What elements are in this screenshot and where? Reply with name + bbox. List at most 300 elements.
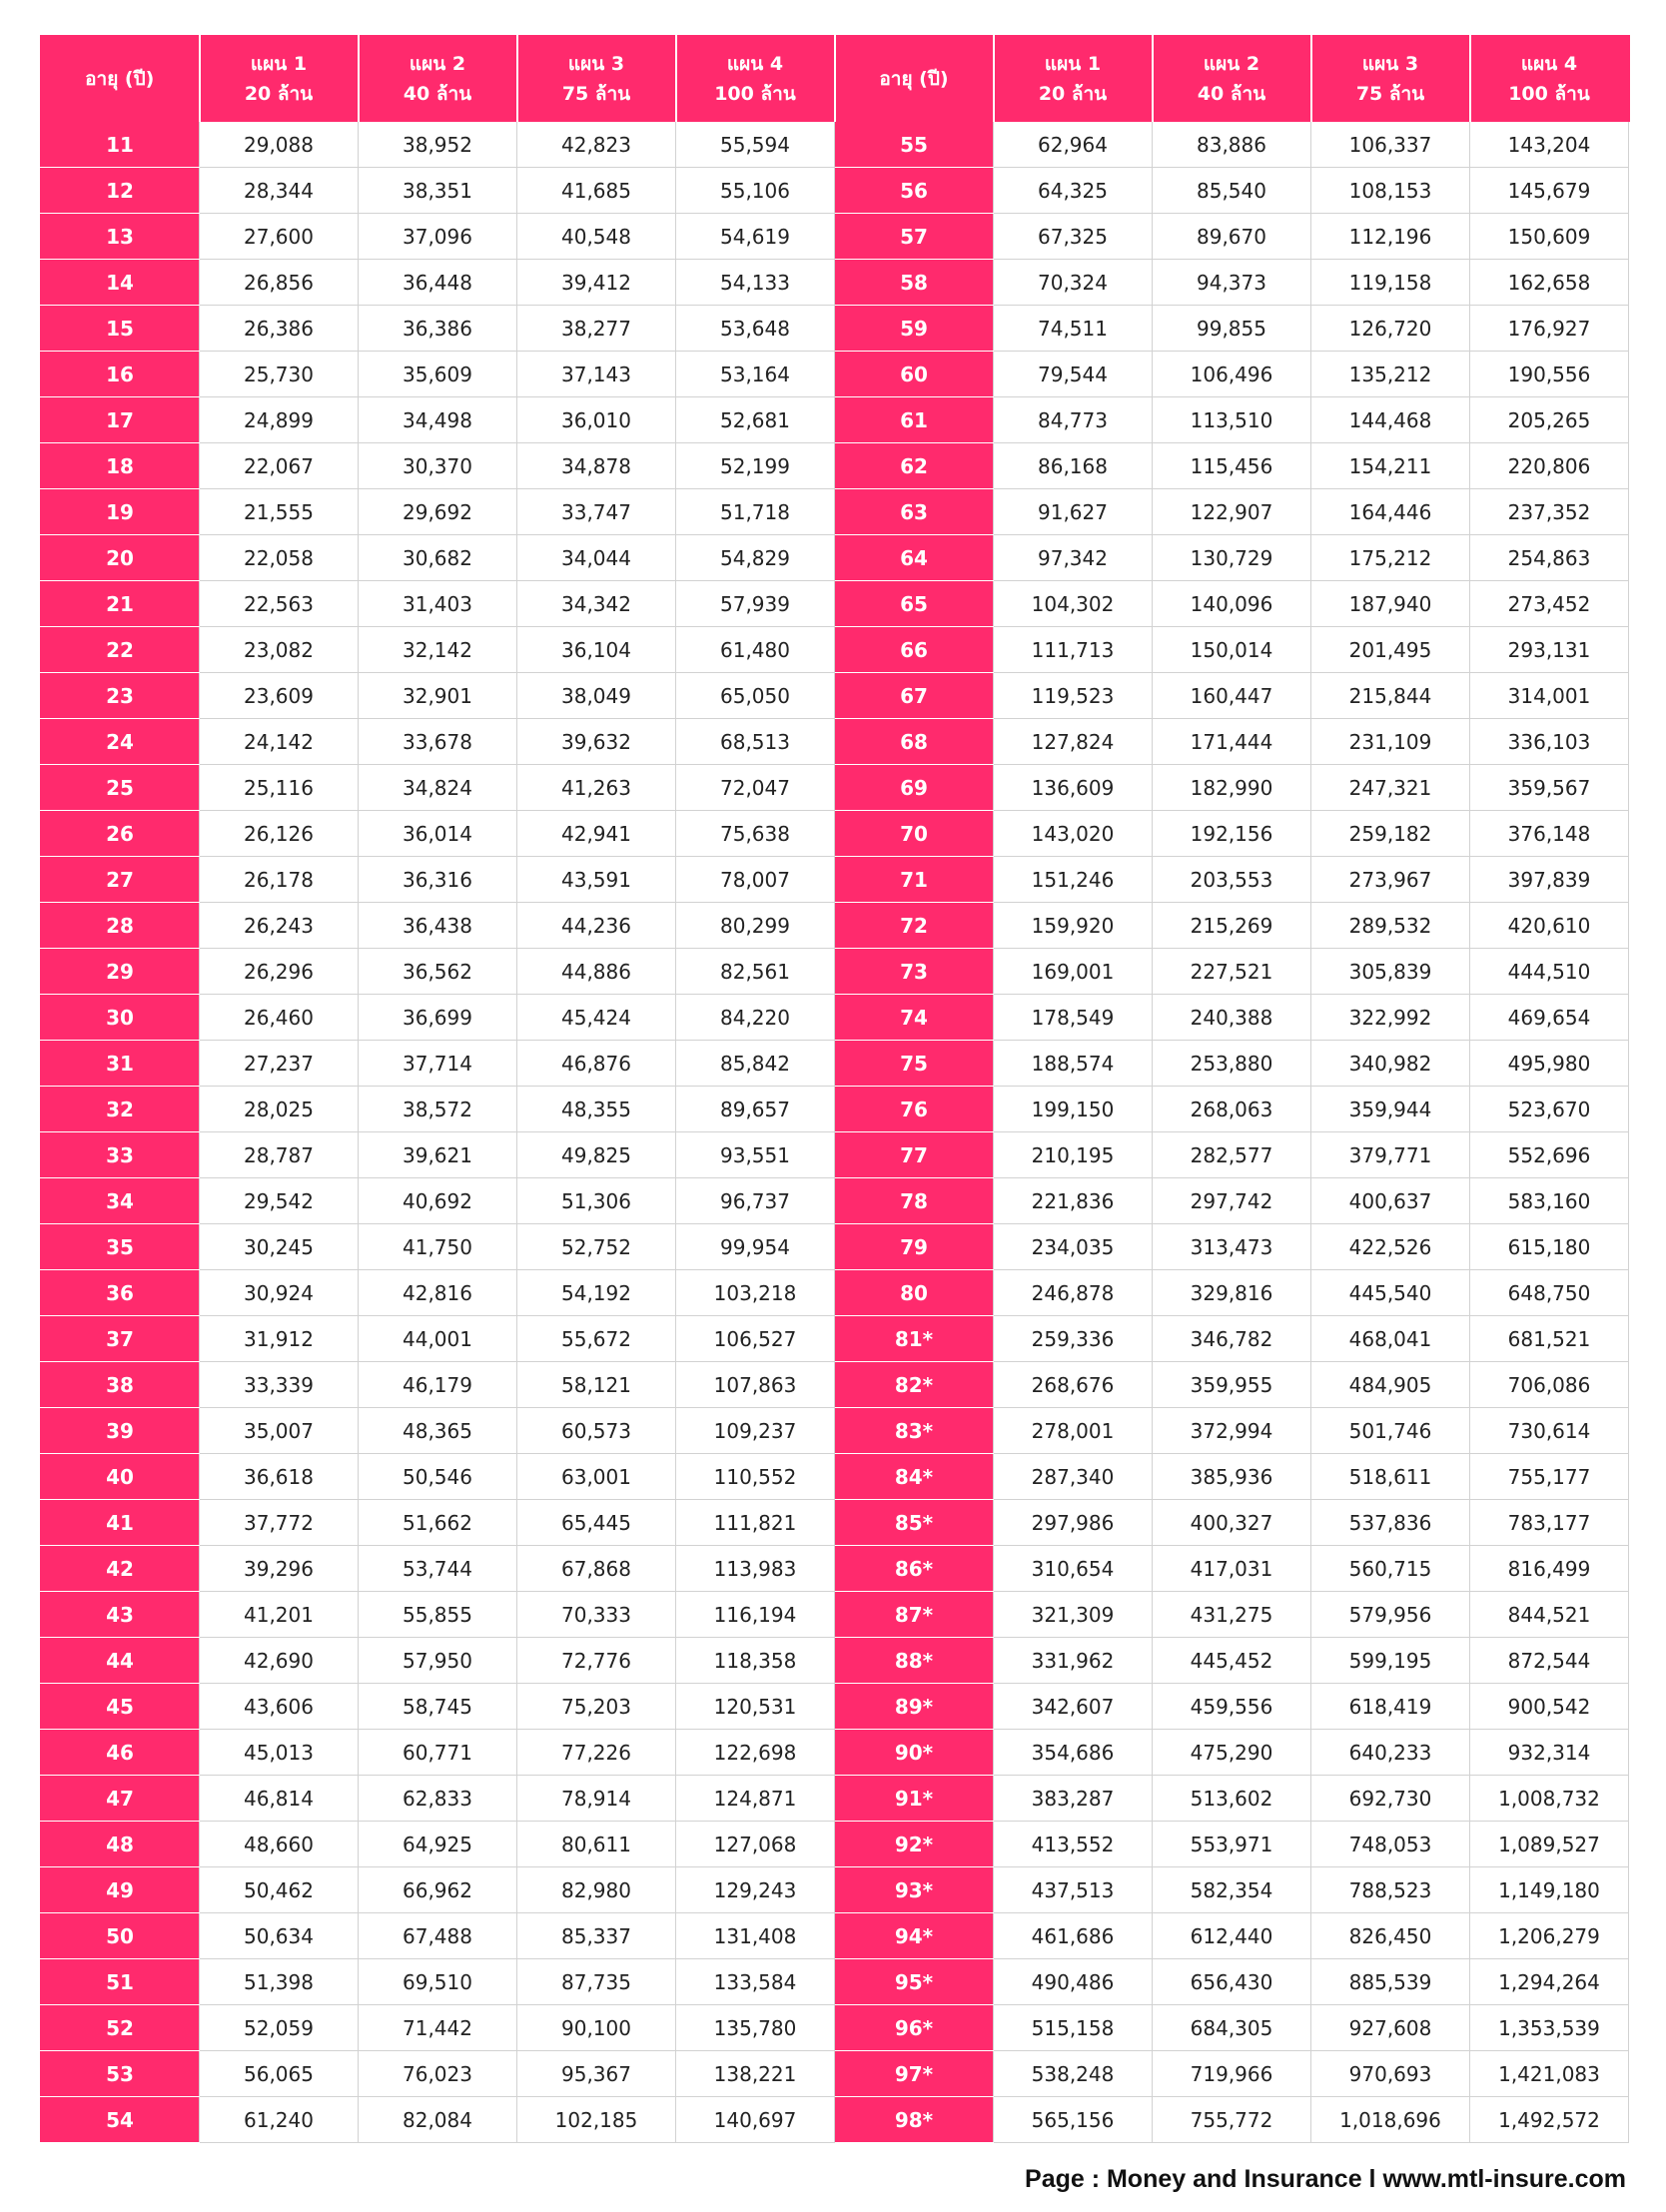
premium-cell: 182,990 — [1153, 765, 1311, 811]
premium-cell: 1,149,180 — [1470, 1867, 1629, 1913]
premium-cell: 143,204 — [1470, 122, 1629, 168]
premium-cell: 54,619 — [676, 214, 835, 260]
age-cell: 81* — [835, 1316, 994, 1362]
age-cell: 63 — [835, 489, 994, 535]
premium-cell: 54,133 — [676, 260, 835, 306]
premium-cell: 37,096 — [359, 214, 517, 260]
header-line-2: 100 ล้าน — [1508, 82, 1590, 105]
premium-cell: 40,692 — [359, 1178, 517, 1224]
premium-cell: 376,148 — [1470, 811, 1629, 857]
header-line-2: 40 ล้าน — [403, 82, 472, 105]
age-cell: 67 — [835, 673, 994, 719]
premium-cell: 35,007 — [200, 1408, 359, 1454]
premium-cell: 417,031 — [1153, 1546, 1311, 1592]
premium-cell: 111,821 — [676, 1500, 835, 1546]
premium-cell: 32,142 — [359, 627, 517, 673]
premium-cell: 77,226 — [517, 1730, 676, 1776]
premium-cell: 61,240 — [200, 2097, 359, 2143]
premium-cell: 52,681 — [676, 397, 835, 443]
header-line-1: แผน 1 — [1044, 52, 1102, 75]
premium-cell: 618,419 — [1311, 1684, 1470, 1730]
premium-cell: 336,103 — [1470, 719, 1629, 765]
header-row — [41, 36, 1629, 122]
table-row — [41, 1270, 1629, 1316]
premium-cell: 26,178 — [200, 857, 359, 903]
premium-cell: 113,510 — [1153, 397, 1311, 443]
premium-cell: 53,648 — [676, 306, 835, 352]
age-cell: 68 — [835, 719, 994, 765]
premium-cell: 872,544 — [1470, 1638, 1629, 1684]
premium-cell: 67,325 — [994, 214, 1153, 260]
premium-cell: 783,177 — [1470, 1500, 1629, 1546]
premium-cell: 227,521 — [1153, 949, 1311, 995]
premium-cell: 75,203 — [517, 1684, 676, 1730]
age-cell: 34 — [41, 1178, 200, 1224]
premium-cell: 86,168 — [994, 443, 1153, 489]
table-row — [41, 1776, 1629, 1822]
premium-cell: 43,606 — [200, 1684, 359, 1730]
premium-cell: 51,398 — [200, 1959, 359, 2005]
premium-cell: 553,971 — [1153, 1822, 1311, 1867]
age-cell: 11 — [41, 122, 200, 168]
premium-cell: 50,462 — [200, 1867, 359, 1913]
table-row — [41, 1316, 1629, 1362]
age-cell: 96* — [835, 2005, 994, 2051]
premium-cell: 109,237 — [676, 1408, 835, 1454]
premium-cell: 27,237 — [200, 1041, 359, 1087]
premium-cell: 400,637 — [1311, 1178, 1470, 1224]
premium-cell: 1,008,732 — [1470, 1776, 1629, 1822]
premium-cell: 91,627 — [994, 489, 1153, 535]
premium-cell: 1,206,279 — [1470, 1913, 1629, 1959]
header-line-1: แผน 4 — [726, 52, 784, 75]
premium-cell: 106,337 — [1311, 122, 1470, 168]
premium-cell: 342,607 — [994, 1684, 1153, 1730]
premium-cell: 32,901 — [359, 673, 517, 719]
age-cell: 78 — [835, 1178, 994, 1224]
premium-cell: 254,863 — [1470, 535, 1629, 581]
premium-cell: 122,907 — [1153, 489, 1311, 535]
premium-cell: 719,966 — [1153, 2051, 1311, 2097]
premium-cell: 615,180 — [1470, 1224, 1629, 1270]
age-cell: 48 — [41, 1822, 200, 1867]
premium-cell: 52,199 — [676, 443, 835, 489]
premium-cell: 75,638 — [676, 811, 835, 857]
table-row — [41, 1041, 1629, 1087]
premium-cell: 268,063 — [1153, 1087, 1311, 1132]
premium-cell: 692,730 — [1311, 1776, 1470, 1822]
premium-cell: 37,714 — [359, 1041, 517, 1087]
premium-cell: 22,067 — [200, 443, 359, 489]
header-line-1: แผน 2 — [1203, 52, 1260, 75]
age-cell: 30 — [41, 995, 200, 1041]
premium-cell: 110,552 — [676, 1454, 835, 1500]
premium-cell: 26,243 — [200, 903, 359, 949]
age-cell: 27 — [41, 857, 200, 903]
premium-cell: 41,201 — [200, 1592, 359, 1638]
age-cell: 83* — [835, 1408, 994, 1454]
column-header-plan — [1470, 36, 1629, 122]
premium-cell: 131,408 — [676, 1913, 835, 1959]
premium-cell: 36,448 — [359, 260, 517, 306]
age-cell: 45 — [41, 1684, 200, 1730]
premium-cell: 681,521 — [1470, 1316, 1629, 1362]
premium-cell: 582,354 — [1153, 1867, 1311, 1913]
premium-cell: 82,980 — [517, 1867, 676, 1913]
premium-cell: 190,556 — [1470, 352, 1629, 397]
premium-cell: 36,699 — [359, 995, 517, 1041]
table-row — [41, 1362, 1629, 1408]
premium-cell: 63,001 — [517, 1454, 676, 1500]
premium-cell: 50,634 — [200, 1913, 359, 1959]
premium-cell: 537,836 — [1311, 1500, 1470, 1546]
premium-cell: 1,353,539 — [1470, 2005, 1629, 2051]
premium-cell: 135,780 — [676, 2005, 835, 2051]
header-line-2: 20 ล้าน — [244, 82, 314, 105]
table-row — [41, 949, 1629, 995]
premium-cell: 34,044 — [517, 535, 676, 581]
age-cell: 70 — [835, 811, 994, 857]
age-cell: 13 — [41, 214, 200, 260]
premium-cell: 36,316 — [359, 857, 517, 903]
premium-cell: 41,685 — [517, 168, 676, 214]
table-row — [41, 1454, 1629, 1500]
premium-cell: 788,523 — [1311, 1867, 1470, 1913]
premium-cell: 29,088 — [200, 122, 359, 168]
table-row — [41, 2097, 1629, 2143]
age-cell: 85* — [835, 1500, 994, 1546]
premium-cell: 24,899 — [200, 397, 359, 443]
premium-cell: 313,473 — [1153, 1224, 1311, 1270]
premium-cell: 160,447 — [1153, 673, 1311, 719]
table-row — [41, 811, 1629, 857]
premium-cell: 33,678 — [359, 719, 517, 765]
premium-cell: 124,871 — [676, 1776, 835, 1822]
age-cell: 41 — [41, 1500, 200, 1546]
premium-cell: 215,269 — [1153, 903, 1311, 949]
premium-cell: 826,450 — [1311, 1913, 1470, 1959]
premium-cell: 31,403 — [359, 581, 517, 627]
premium-cell: 273,967 — [1311, 857, 1470, 903]
premium-cell: 67,868 — [517, 1546, 676, 1592]
premium-cell: 518,611 — [1311, 1454, 1470, 1500]
premium-cell: 36,104 — [517, 627, 676, 673]
premium-cell: 38,351 — [359, 168, 517, 214]
premium-cell: 748,053 — [1311, 1822, 1470, 1867]
header-line-1: แผน 3 — [1361, 52, 1419, 75]
premium-cell: 45,424 — [517, 995, 676, 1041]
premium-cell: 71,442 — [359, 2005, 517, 2051]
premium-cell: 538,248 — [994, 2051, 1153, 2097]
premium-cell: 445,540 — [1311, 1270, 1470, 1316]
premium-cell: 36,438 — [359, 903, 517, 949]
premium-cell: 65,050 — [676, 673, 835, 719]
premium-cell: 95,367 — [517, 2051, 676, 2097]
premium-cell: 40,548 — [517, 214, 676, 260]
premium-cell: 36,618 — [200, 1454, 359, 1500]
age-cell: 55 — [835, 122, 994, 168]
premium-cell: 44,886 — [517, 949, 676, 995]
premium-cell: 96,737 — [676, 1178, 835, 1224]
premium-cell: 237,352 — [1470, 489, 1629, 535]
premium-cell: 99,954 — [676, 1224, 835, 1270]
table-row — [41, 122, 1629, 168]
age-cell: 43 — [41, 1592, 200, 1638]
premium-cell: 64,325 — [994, 168, 1153, 214]
premium-cell: 25,730 — [200, 352, 359, 397]
premium-cell: 79,544 — [994, 352, 1153, 397]
age-cell: 17 — [41, 397, 200, 443]
premium-cell: 126,720 — [1311, 306, 1470, 352]
premium-cell: 400,327 — [1153, 1500, 1311, 1546]
premium-cell: 30,682 — [359, 535, 517, 581]
age-cell: 37 — [41, 1316, 200, 1362]
premium-cell: 35,609 — [359, 352, 517, 397]
premium-cell: 33,339 — [200, 1362, 359, 1408]
age-cell: 19 — [41, 489, 200, 535]
premium-cell: 28,344 — [200, 168, 359, 214]
table-row — [41, 903, 1629, 949]
premium-cell: 57,950 — [359, 1638, 517, 1684]
premium-cell: 42,690 — [200, 1638, 359, 1684]
premium-cell: 45,013 — [200, 1730, 359, 1776]
premium-cell: 99,855 — [1153, 306, 1311, 352]
premium-cell: 437,513 — [994, 1867, 1153, 1913]
premium-cell: 422,526 — [1311, 1224, 1470, 1270]
premium-cell: 62,833 — [359, 1776, 517, 1822]
premium-cell: 26,386 — [200, 306, 359, 352]
premium-cell: 130,729 — [1153, 535, 1311, 581]
premium-cell: 150,609 — [1470, 214, 1629, 260]
header-line-1: แผน 1 — [250, 52, 308, 75]
table-row — [41, 1913, 1629, 1959]
premium-cell: 34,824 — [359, 765, 517, 811]
premium-cell: 932,314 — [1470, 1730, 1629, 1776]
age-cell: 28 — [41, 903, 200, 949]
column-header-plan — [994, 36, 1153, 122]
age-cell: 47 — [41, 1776, 200, 1822]
table-row — [41, 1867, 1629, 1913]
premium-cell: 461,686 — [994, 1913, 1153, 1959]
premium-cell: 51,306 — [517, 1178, 676, 1224]
age-cell: 53 — [41, 2051, 200, 2097]
premium-cell: 54,829 — [676, 535, 835, 581]
table-row — [41, 1592, 1629, 1638]
table-row — [41, 857, 1629, 903]
column-header-plan — [359, 36, 517, 122]
table-row — [41, 1500, 1629, 1546]
premium-cell: 359,567 — [1470, 765, 1629, 811]
premium-cell: 282,577 — [1153, 1132, 1311, 1178]
header-line-1: แผน 4 — [1520, 52, 1578, 75]
premium-cell: 107,863 — [676, 1362, 835, 1408]
premium-cell: 74,511 — [994, 306, 1153, 352]
premium-cell: 159,920 — [994, 903, 1153, 949]
premium-cell: 85,540 — [1153, 168, 1311, 214]
premium-cell: 900,542 — [1470, 1684, 1629, 1730]
premium-cell: 82,084 — [359, 2097, 517, 2143]
age-cell: 31 — [41, 1041, 200, 1087]
premium-cell: 65,445 — [517, 1500, 676, 1546]
premium-cell: 151,246 — [994, 857, 1153, 903]
premium-cell: 67,488 — [359, 1913, 517, 1959]
column-header-plan — [1311, 36, 1470, 122]
premium-cell: 94,373 — [1153, 260, 1311, 306]
premium-cell: 31,912 — [200, 1316, 359, 1362]
age-cell: 95* — [835, 1959, 994, 2005]
premium-cell: 49,825 — [517, 1132, 676, 1178]
premium-cell: 48,660 — [200, 1822, 359, 1867]
table-row — [41, 765, 1629, 811]
column-header-plan — [517, 36, 676, 122]
age-cell: 22 — [41, 627, 200, 673]
age-cell: 94* — [835, 1913, 994, 1959]
premium-cell: 23,082 — [200, 627, 359, 673]
premium-cell: 41,750 — [359, 1224, 517, 1270]
premium-cell: 560,715 — [1311, 1546, 1470, 1592]
header-line-2: 75 ล้าน — [1355, 82, 1425, 105]
premium-cell: 68,513 — [676, 719, 835, 765]
age-cell: 23 — [41, 673, 200, 719]
premium-cell: 62,964 — [994, 122, 1153, 168]
premium-cell: 289,532 — [1311, 903, 1470, 949]
premium-cell: 136,609 — [994, 765, 1153, 811]
premium-cell: 385,936 — [1153, 1454, 1311, 1500]
premium-cell: 346,782 — [1153, 1316, 1311, 1362]
table-row — [41, 214, 1629, 260]
premium-cell: 970,693 — [1311, 2051, 1470, 2097]
premium-cell: 119,158 — [1311, 260, 1470, 306]
premium-cell: 89,670 — [1153, 214, 1311, 260]
premium-cell: 259,336 — [994, 1316, 1153, 1362]
table-row — [41, 1822, 1629, 1867]
table-row — [41, 1224, 1629, 1270]
premium-cell: 297,742 — [1153, 1178, 1311, 1224]
premium-cell: 115,456 — [1153, 443, 1311, 489]
age-cell: 74 — [835, 995, 994, 1041]
premium-cell: 55,855 — [359, 1592, 517, 1638]
age-cell: 38 — [41, 1362, 200, 1408]
premium-cell: 41,263 — [517, 765, 676, 811]
premium-cell: 26,856 — [200, 260, 359, 306]
premium-cell: 413,552 — [994, 1822, 1153, 1867]
premium-cell: 26,460 — [200, 995, 359, 1041]
premium-cell: 730,614 — [1470, 1408, 1629, 1454]
age-cell: 26 — [41, 811, 200, 857]
table-header — [41, 36, 1629, 122]
premium-cell: 24,142 — [200, 719, 359, 765]
table-row — [41, 1959, 1629, 2005]
age-cell: 75 — [835, 1041, 994, 1087]
premium-cell: 113,983 — [676, 1546, 835, 1592]
premium-cell: 640,233 — [1311, 1730, 1470, 1776]
premium-cell: 46,814 — [200, 1776, 359, 1822]
premium-cell: 552,696 — [1470, 1132, 1629, 1178]
premium-cell: 85,337 — [517, 1913, 676, 1959]
age-cell: 16 — [41, 352, 200, 397]
table-row — [41, 1730, 1629, 1776]
premium-cell: 61,480 — [676, 627, 835, 673]
premium-cell: 162,658 — [1470, 260, 1629, 306]
age-cell: 39 — [41, 1408, 200, 1454]
age-cell: 89* — [835, 1684, 994, 1730]
premium-cell: 106,527 — [676, 1316, 835, 1362]
premium-cell: 579,956 — [1311, 1592, 1470, 1638]
header-line-2: 40 ล้าน — [1197, 82, 1266, 105]
table-row — [41, 443, 1629, 489]
age-cell: 88* — [835, 1638, 994, 1684]
premium-cell: 178,549 — [994, 995, 1153, 1041]
premium-cell: 37,143 — [517, 352, 676, 397]
premium-cell: 38,277 — [517, 306, 676, 352]
premium-cell: 87,735 — [517, 1959, 676, 2005]
premium-cell: 55,106 — [676, 168, 835, 214]
premium-cell: 84,773 — [994, 397, 1153, 443]
table-row — [41, 1546, 1629, 1592]
premium-cell: 116,194 — [676, 1592, 835, 1638]
age-cell: 90* — [835, 1730, 994, 1776]
column-header-age — [835, 36, 994, 122]
header-line-2: 75 ล้าน — [561, 82, 631, 105]
premium-cell: 340,982 — [1311, 1041, 1470, 1087]
premium-cell: 203,553 — [1153, 857, 1311, 903]
premium-cell: 29,692 — [359, 489, 517, 535]
premium-cell: 122,698 — [676, 1730, 835, 1776]
premium-cell: 287,340 — [994, 1454, 1153, 1500]
premium-cell: 656,430 — [1153, 1959, 1311, 2005]
age-cell: 79 — [835, 1224, 994, 1270]
premium-cell: 513,602 — [1153, 1776, 1311, 1822]
premium-cell: 383,287 — [994, 1776, 1153, 1822]
premium-cell: 490,486 — [994, 1959, 1153, 2005]
age-cell: 98* — [835, 2097, 994, 2143]
premium-cell: 28,787 — [200, 1132, 359, 1178]
header-line-2: 100 ล้าน — [714, 82, 796, 105]
premium-cell: 28,025 — [200, 1087, 359, 1132]
age-cell: 58 — [835, 260, 994, 306]
premium-cell: 1,294,264 — [1470, 1959, 1629, 2005]
age-cell: 82* — [835, 1362, 994, 1408]
premium-cell: 26,296 — [200, 949, 359, 995]
premium-cell: 30,245 — [200, 1224, 359, 1270]
header-line-1: อายุ (ปี) — [879, 67, 949, 90]
premium-cell: 111,713 — [994, 627, 1153, 673]
column-header-plan — [676, 36, 835, 122]
table-row — [41, 995, 1629, 1041]
table-row — [41, 352, 1629, 397]
age-cell: 91* — [835, 1776, 994, 1822]
age-cell: 42 — [41, 1546, 200, 1592]
premium-cell: 310,654 — [994, 1546, 1153, 1592]
premium-cell: 34,342 — [517, 581, 676, 627]
premium-cell: 22,563 — [200, 581, 359, 627]
age-cell: 59 — [835, 306, 994, 352]
premium-cell: 89,657 — [676, 1087, 835, 1132]
premium-cell: 27,600 — [200, 214, 359, 260]
age-cell: 72 — [835, 903, 994, 949]
age-cell: 69 — [835, 765, 994, 811]
premium-cell: 36,562 — [359, 949, 517, 995]
premium-cell: 39,412 — [517, 260, 676, 306]
premium-cell: 684,305 — [1153, 2005, 1311, 2051]
premium-cell: 755,177 — [1470, 1454, 1629, 1500]
premium-cell: 565,156 — [994, 2097, 1153, 2143]
premium-cell: 48,365 — [359, 1408, 517, 1454]
age-cell: 52 — [41, 2005, 200, 2051]
premium-cell: 314,001 — [1470, 673, 1629, 719]
premium-cell: 199,150 — [994, 1087, 1153, 1132]
age-cell: 73 — [835, 949, 994, 995]
